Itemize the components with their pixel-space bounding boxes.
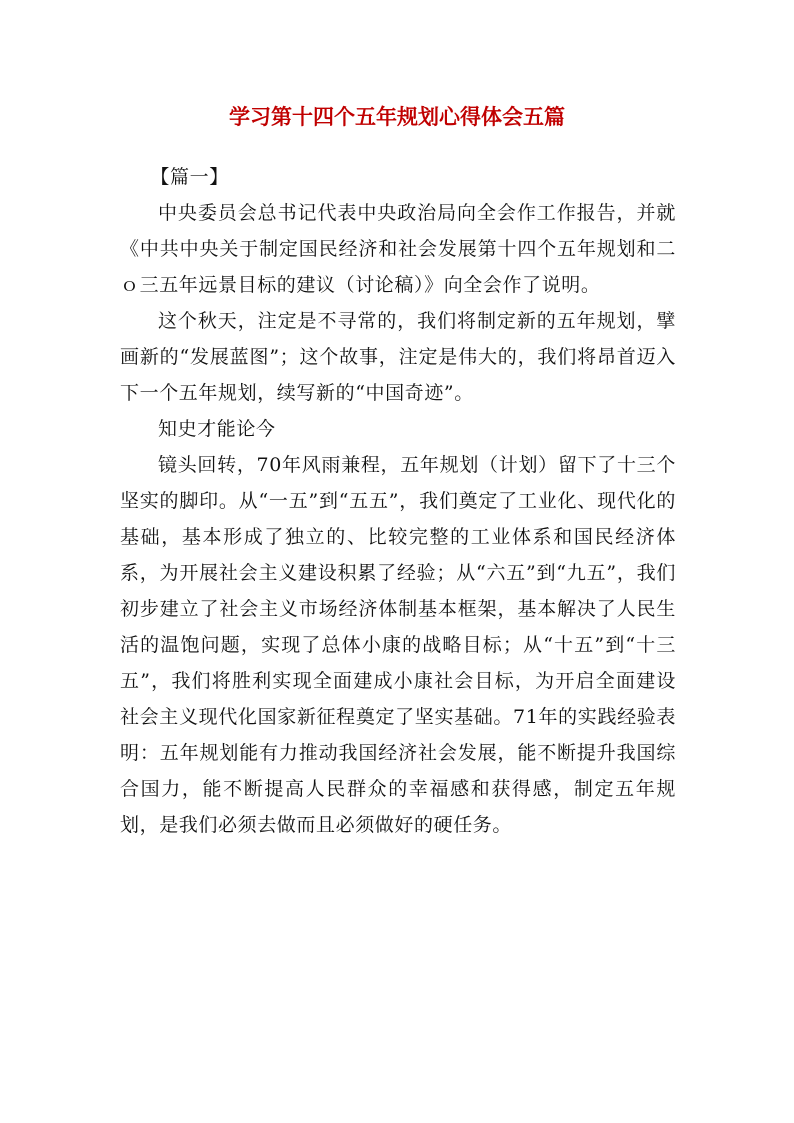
document-body <box>120 159 676 843</box>
document-title: 学习第十四个五年规划心得体会五篇 <box>229 104 565 129</box>
paragraph-2: 这个秋天，注定是不寻常的，我们将制定新的五年规划，擘画新的“发展蓝图”；这个故事，注定是伟大的，我们将昂首迈入下一个五年规划，续写新的“中国奇迹”。 <box>120 310 676 404</box>
paragraph-3-subheading: 知史才能论今 <box>158 418 276 440</box>
section-label: 【篇一】 <box>150 166 229 188</box>
paragraph-1: 中央委员会总书记代表中央政治局向全会作工作报告，并就《中共中央关于制定国民经济和社会发展第十四个五年规划和二ｏ三五年远景目标的建议（讨论稿）》向全会作了说明。 <box>120 202 676 296</box>
paragraph-4: 镜头回转，70年风雨兼程，五年规划（计划）留下了十三个坚实的脚印。从“一五”到“五五”，我们奠定了工业化、现代化的基础，基本形成了独立的、比较完整的工业体系和国民经济体系，为开展社会主义建设积累了经验；从“六五”到“九五”，我们初步建立了社会主义市场经济体制基本框架，基本解决了人民生活的温饱问题，实现了总体小康的战略目标；从“十五”到“十三五”，我们将胜利实现全面建成小康社会目标，为开启全面建设社会主义现代化国家新征程奠定了坚实基础。71年的实践经验表明：五年规划能有力推动我国经济社会发展，能不断提升我国综合国力，能不断提高人民群众的幸福感和获得感，制定五年规划，是我们必须去做而且必须做好的硬任务。 <box>120 454 676 836</box>
